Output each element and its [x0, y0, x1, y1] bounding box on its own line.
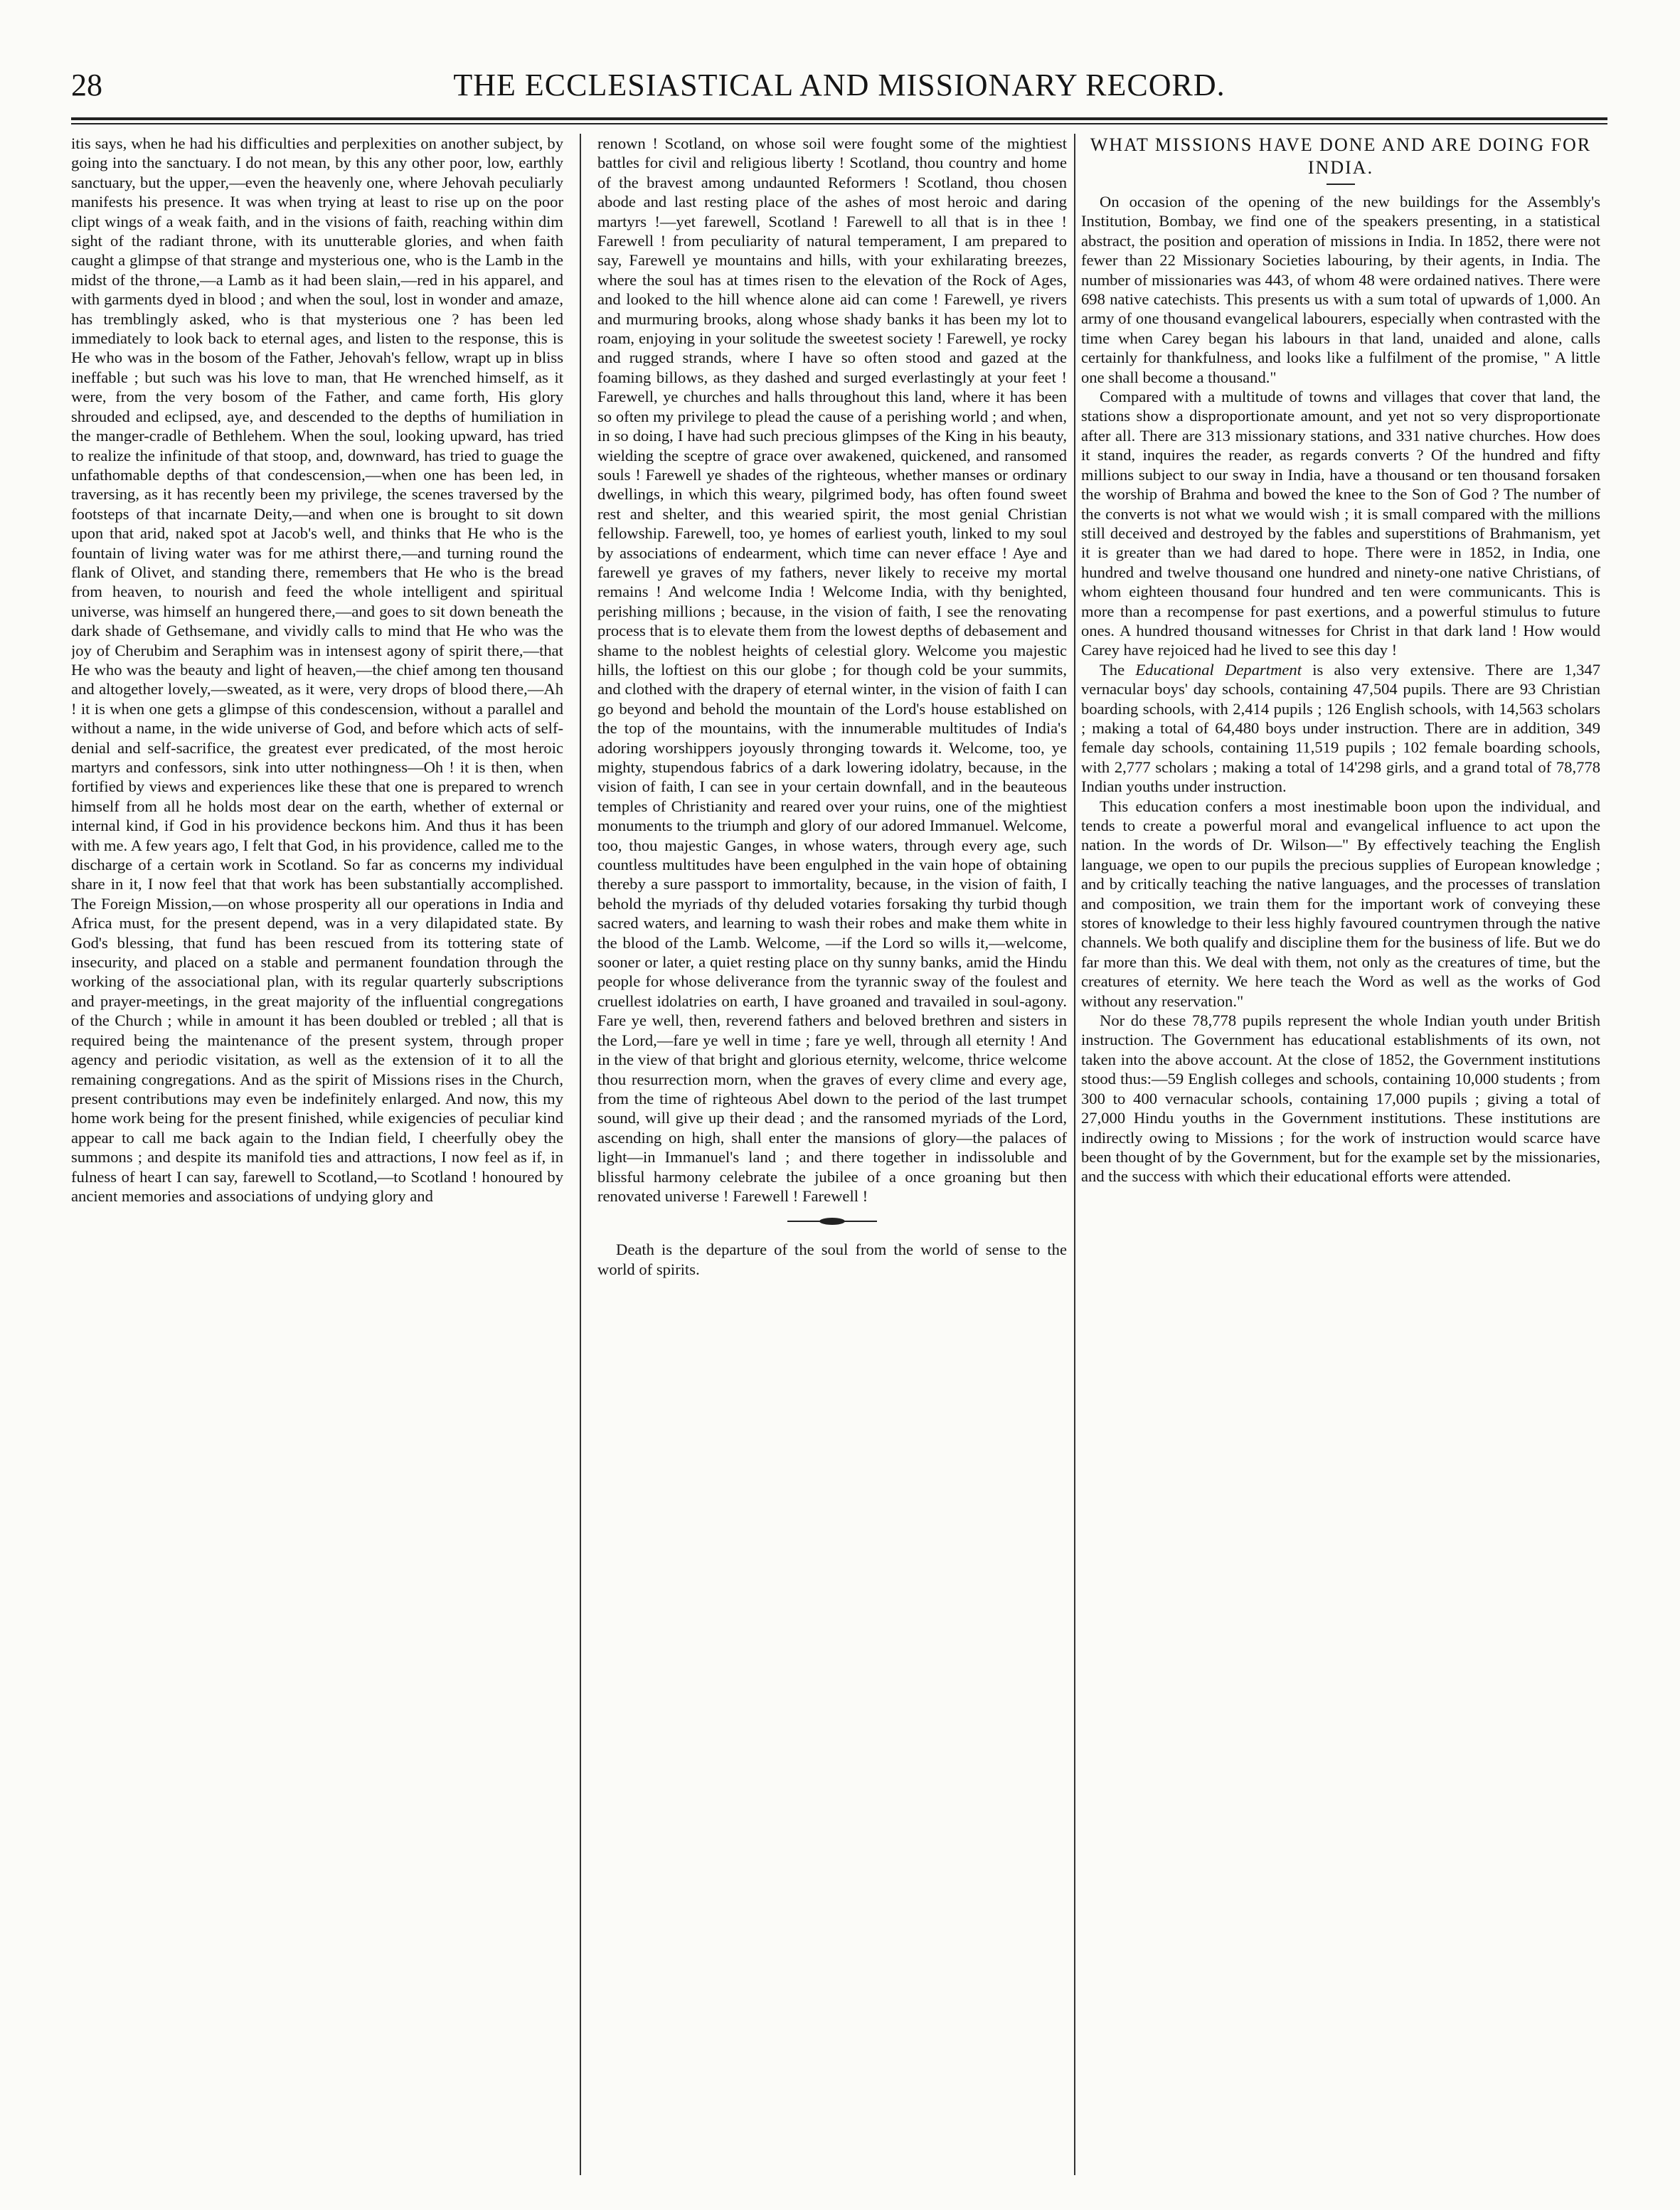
article-paragraph-4: This education confers a most inestimable boon upon the individual, and tends to create a powerful moral and evangelical influence to act upon the nation. In the words of Dr. Wilson—" By effectively teaching the English language, we open to our pupils the precious supplies of European knowledge ; and by critically teaching the native languages, and the processes of translation and composition, we train them for the important work of conveying these stores of knowledge to their less highly favoured countrymen through the native channels. We both qualify and discipline them for the business of life. But we do far more than this. We deal with them, not only as the creatures of time, but the creatures of eternity. We here teach the Word as well as the works of God without any reservation.": [1081, 797, 1600, 1010]
title-dash: [1327, 184, 1355, 185]
educational-department-heading: Educational Department: [1135, 660, 1302, 679]
column-divider-1: [580, 134, 581, 2175]
article-paragraph-1: On occasion of the opening of the new buildings for the Assembly's Institution, Bombay, we find one of the speakers presenting, in a statistical abstract, the position and operation of missions in India. In 1852, there were not fewer than 22 Missionary Societies labouring, by their agents, in India. The number of missionaries was 443, of whom 48 were ordained natives. There were 698 native catechists. This presents us with a sum total of upwards of 1,000. An army of one thousand evangelical labourers, especially when contrasted with the time when Carey began his labours in that land, unaided and alone, calls certainly for thankfulness, and looks like a fulfilment of the promise, " A little one shall become a thousand.": [1081, 193, 1600, 386]
article-paragraph-5: Nor do these 78,778 pupils represent the whole Indian youth under British instruction. The Government has educational establishments of its own, not taken into the above account. At the close of 1852, the Government institutions stood thus:—59 English colleges and schools, containing 10,000 students ; from 300 to 400 vernacular schools, containing 17,000 pupils ; giving a total of 27,000 Hindu youths in the Government institutions. These institutions are indirectly owing to Missions ; for the work of instruction would scarce have been thought of by the Government, but for the example set by the missionaries, and the success with which their educational efforts were attended.: [1081, 1011, 1600, 1186]
column-2-text: renown ! Scotland, on whose soil were fought some of the mightiest battles for civil and religious liberty ! Scotland, thou country and home of the bravest among undaunted Reformers ! Scotland, thou chosen abode and last resting place of the ashes of most heroic and daring martyrs !—yet farewell, Scotland ! Farewell to all that is in thee ! Farewell ! from peculiarity of natural temperament, I am prepared to say, Farewell ye mountains and hills, with your exhilarating breezes, where the soul has at times risen to the elevation of the Rock of Ages, and looked to the hill whence alone aid can come ! Farewell, ye rivers and murmuring brooks, along whose shady banks it has been my lot to roam, enjoying in your solitude the sweetest society ! Farewell, ye rocky and rugged strands, where I have so often stood and gazed at the foaming billows, as they dashed and surged everlastingly at your feet ! Farewell, ye churches and halls throughout this land, where it has been so often my privilege to plead the cause of a perishing world ; and when, in so doing, I have had such precious glimpses of the King in his beauty, wielding the sceptre of grace over awakened, quickened, and ransomed souls ! Farewell ye shades of the righteous, whether manses or ordinary dwellings, in which this weary, pilgrimed body, has often found sweet rest and shelter, and this wearied spirit, the most genial Christian fellowship. Farewell, too, ye homes of earliest youth, linked to my soul by associations of endearment, which time can never efface ! Aye and farewell ye graves of my fathers, never likely to receive my mortal remains ! And welcome India ! Welcome India, with thy benighted, perishing millions ; because, in the vision of faith, I see the renovating process that is to elevate them from the lowest depths of debasement and shame to the noblest heights of celestial glory. Welcome you majestic hills, the loftiest on this our globe ; for though cold be your summits, and clothed with the drapery of eternal winter, in the vision of faith I can go beyond and behold the mountain of the Lord's house established on the top of the mountains, with the innumerable multitudes of India's adoring worshippers joyously thronging towards it. Welcome, too, ye mighty, stupendous fabrics of a dark lowering idolatry, because, in the vision of faith, I can see in your certain downfall, and in the beauteous temples of Christianity and reared over your ruins, one of the mightiest monuments to the triumph and glory of our adored Immanuel. Welcome, too, thou majestic Ganges, in whose waters, through every age, such countless multitudes have been engulphed in the vain hope of obtaining thereby a sure passport to immortality, because, in the vision of faith, I behold the myriads of thy deluded votaries forsaking thy turbid though sacred waters, and learning to wash their robes and make them white in the blood of the Lamb. Welcome, —if the Lord so wills it,—welcome, sooner or later, a quiet resting place on thy sunny banks, amid the Hindu people for whose deliverance from the tyrannic sway of the foulest and cruellest idolatries on earth, I have groaned and travailed in soul-agony. Fare ye well, then, reverend fathers and beloved brethren and sisters in the Lord,—fare ye well in time ; fare ye well, through all eternity ! And in the view of that bright and glorious eternity, welcome, thrice welcome thou resurrection morn, when the graves of every clime and every age, from the time of righteous Abel down to the period of the last trumpet sound, will give up their dead ; and the ransomed myriads of the Lord, ascending on high, shall enter the mansions of glory—the palaces of light—in Immanuel's land ; and there together in indissoluble and blissful harmony celebrate the jubilee of a once groaning but then renovated universe ! Farewell ! Farewell !: [597, 134, 1067, 1205]
closing-maxim: Death is the departure of the soul from the world of sense to the world of spirits.: [597, 1241, 1067, 1278]
page-header: [71, 64, 1607, 121]
column-divider-2: [1074, 134, 1075, 2175]
edu-rest: is also very extensive. There are 1,347 vernacular boys' day schools, containing 47,504 pupils. There are 93 Christian boarding schools, with 2,414 pupils ; 126 English schools, with 14,563 scholars ; making a total of 64,480 boys under instruction. There are in addition, 349 female day schools, containing 11,519 pupils ; 102 female boarding schools, with 2,777 scholars ; making a total of 14'298 girls, and a grand total of 78,778 Indian youths under instruction.: [1081, 660, 1600, 796]
column-1: [71, 134, 563, 2189]
header-rule-thick: [71, 117, 1607, 120]
edu-lead: The: [1100, 660, 1136, 679]
journal-title: THE ECCLESIASTICAL AND MISSIONARY RECORD.: [453, 68, 1226, 102]
column-3: [1081, 134, 1600, 2189]
column-2: [597, 134, 1067, 2189]
header-rule-thin: [71, 123, 1607, 124]
article-paragraph-2: Compared with a multitude of towns and villages that cover that land, the stations show a disproportionate amount, and yet not so very disproportionate after all. There are 313 missionary stations, and 331 native churches. How does it stand, inquires the reader, as regards converts ? Of the hundred and fifty millions subject to our sway in India, have a thousand or ten thousand forsaken the worship of Brahma and bowed the knee to the Son of God ? The number of the converts is not what we would wish ; it is small compared with the millions still deceived and destroyed by the fables and superstitions of Brahmanism, yet it is greater than we had dared to hope. There were in 1852, in India, one hundred and twelve thousand one hundred and ninety-one native Christians, of whom eighteen thousand four hundred and ten were communicants. This is more than a recompense for past exertions, and a powerful stimulus to future ones. A hundred thousand witnesses for Christ in that dark land ! How would Carey have rejoiced had he lived to see this day !: [1081, 388, 1600, 659]
column-1-text: itis says, when he had his difficulties and perplexities on another subject, by going into the sanctuary. I do not mean, by this any other poor, low, earthly sanctuary, but the upper,—even the heavenly one, where Jehovah peculiarly manifests his presence. It was when trying at least to rise up on the poor clipt wings of a weak faith, and in the visions of faith, reaching within dim sight of the radiant throne, with its unutterable glories, and when faith caught a glimpse of that strange and mysterious one, who is the Lamb in the midst of the throne,—a Lamb as it had been slain,—red in his apparel, and with garments dyed in blood ; and when the soul, lost in wonder and amaze, has tremblingly asked, who is that mysterious one ? has been led immediately to look back to eternal ages, and listen to the response, this is He who was in the bosom of the Father, Jehovah's fellow, wrapt up in bliss ineffable ; but such was his love to man, that He wrenched himself, as it were, from the very bosom of the Father, and came forth, His glory shrouded and eclipsed, aye, and descended to the depths of humiliation in the manger-cradle of Bethlehem. When the soul, looking upward, has tried to realize the infinitude of that stoop, and, downward, has tried to guage the unfathomable depths of that condescension,—when one has been led, in traversing, as it has recently been my privilege, the scenes traversed by the footsteps of that incarnate Deity,—and when one is brought to sit down upon that arid, naked spot at Jacob's well, and thinks that He who is the fountain of living water was for me athirst there,—and turning round the flank of Olivet, and standing there, remembers that He who is the bread from heaven, to nourish and feed the whole intelligent and spiritual universe, was himself an hungered there,—and goes to sit down beneath the dark shade of Gethsemane, and vividly calls to mind that He who was the joy of Cherubim and Seraphim was in intensest agony of spirit there,—that He who was the beauty and light of heaven,—the chief among ten thousand and altogether lovely,—sweated, as it were, very drops of blood there,—Ah ! it is when one gets a glimpse of this condescension, without a parallel and without a name, in the wide universe of God, and before which acts of self-denial and self-sacrifice, the greatest ever predicated, of the most heroic martyrs and confessors, sink into utter nothingness—Oh ! it is then, when fortified by views and experiences like these that one is prepared to wrench himself from all he holds most dear on the earth, whether of external or internal kind, if God in his providence beckons him. And thus it has been with me. A few years ago, I felt that God, in his providence, called me to the discharge of a certain work in Scotland. So far as concerns my individual share in it, I now feel that that work has been substantially accomplished. The Foreign Mission,—on whose prosperity all our operations in India and Africa must, for the present depend, was in a very dilapidated state. By God's blessing, that fund has been rescued from its tottering state of insecurity, and placed on a stable and permanent foundation through the working of the associational plan, with its regular quarterly subscriptions and prayer-meetings, in the great majority of the influential congregations of the Church ; while in amount it has been doubled or trebled ; all that is required being the maintenance of the present system, through proper agency and periodic visitation, as well as the extension of it to all the remaining congregations. And as the spirit of Missions rises in the Church, present contributions may even be indefinitely enlarged. And now, this my home work being for the present finished, while exigencies of peculiar kind appear to call me back again to the Indian field, I cheerfully obey the summons ; and despite its manifold ties and attractions, I now feel as if, in fulness of heart I can say, farewell to Scotland,—to Scotland ! honoured by ancient memories and associations of undying glory and: [71, 134, 563, 1205]
article-title: WHAT MISSIONS HAVE DONE AND ARE DOING FOR INDIA.: [1090, 134, 1592, 178]
page-number: 28: [71, 68, 102, 102]
ornamental-divider-icon: [786, 1216, 878, 1227]
article-paragraph-3: [1081, 660, 1600, 797]
